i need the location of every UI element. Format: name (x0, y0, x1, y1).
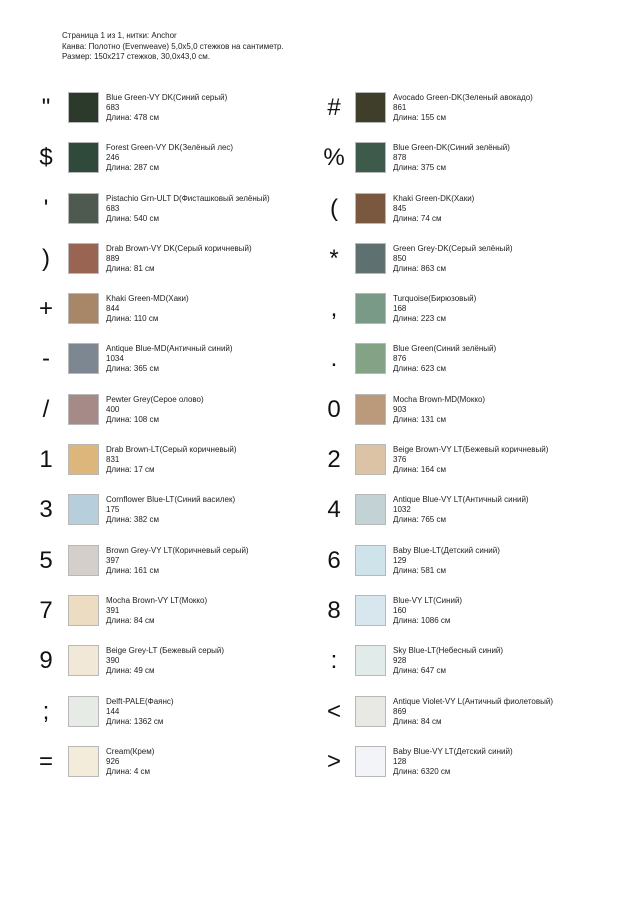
thread-name: Forest Green-VY DK(Зелёный лес) (106, 143, 234, 153)
thread-symbol: / (42, 395, 50, 423)
thread-length: Длина: 765 см (393, 515, 446, 525)
thread-name: Delft-PALE(Фаянс) (106, 696, 174, 706)
legend-row (0, 87, 636, 137)
thread-symbol: > (326, 747, 341, 775)
legend-row (0, 439, 636, 489)
thread-legend (0, 87, 636, 791)
thread-entry (318, 640, 636, 690)
thread-symbol: ( (330, 194, 338, 222)
thread-entry (0, 640, 318, 690)
color-swatch (68, 645, 99, 676)
header-page-info: Страница 1 из 1, нитки: Anchor (62, 31, 177, 40)
thread-info (106, 546, 249, 576)
thread-name: Antique Violet-VY L(Античный фиолетовый) (393, 696, 553, 706)
thread-entry (0, 691, 318, 741)
thread-entry (318, 338, 636, 388)
thread-entry (318, 238, 636, 288)
legend-row (0, 389, 636, 439)
thread-info (393, 395, 485, 425)
color-swatch (68, 193, 99, 224)
thread-length: Длина: 17 см (106, 465, 155, 475)
thread-name: Avocado Green-DK(Зеленый авокадо) (393, 93, 533, 102)
thread-info (393, 93, 533, 123)
thread-entry (318, 540, 636, 590)
thread-symbol: 7 (39, 596, 53, 624)
color-swatch (355, 293, 386, 324)
thread-length: Длина: 623 см (393, 364, 446, 374)
thread-symbol: 4 (327, 496, 341, 524)
thread-length: Длина: 365 см (106, 364, 159, 374)
color-swatch (355, 343, 386, 374)
color-swatch (355, 595, 386, 626)
color-swatch (355, 142, 386, 173)
thread-name: Blue Green-VY DK(Синий серый) (106, 93, 228, 102)
thread-symbol: # (327, 94, 341, 121)
thread-name: Beige Grey-LT (Бежевый серый) (106, 646, 225, 656)
thread-length: Длина: 287 см (106, 163, 159, 173)
thread-entry (0, 389, 318, 439)
thread-code: 889 (106, 253, 120, 263)
thread-entry (318, 691, 636, 741)
thread-symbol: * (329, 244, 339, 272)
thread-length: Длина: 863 см (393, 263, 446, 273)
thread-code: 1032 (393, 505, 411, 515)
thread-symbol: 3 (39, 496, 53, 524)
thread-name: Mocha Brown-VY LT(Мокко) (106, 595, 208, 605)
thread-entry (318, 288, 636, 338)
thread-info (106, 194, 270, 224)
thread-info (393, 546, 500, 576)
thread-info (106, 747, 154, 777)
thread-code: 128 (393, 756, 407, 766)
thread-info (106, 495, 235, 525)
thread-code: 845 (393, 203, 407, 213)
color-swatch (68, 394, 99, 425)
thread-symbol: ) (42, 244, 50, 272)
thread-code: 876 (393, 354, 407, 364)
thread-length: Длина: 110 см (106, 314, 159, 324)
thread-entry (318, 87, 636, 137)
color-swatch (355, 444, 386, 475)
thread-info (106, 143, 233, 173)
thread-info (106, 596, 207, 626)
thread-symbol: 0 (327, 395, 341, 423)
legend-row (0, 288, 636, 338)
thread-info (393, 194, 474, 224)
color-swatch (355, 746, 386, 777)
thread-entry (0, 87, 318, 137)
thread-entry (0, 439, 318, 489)
color-swatch (355, 394, 386, 425)
thread-code: 869 (393, 706, 407, 716)
legend-row (0, 741, 636, 791)
thread-symbol: 8 (327, 596, 341, 624)
thread-symbol: : (330, 647, 338, 675)
thread-entry (0, 741, 318, 791)
thread-length: Длина: 1086 см (393, 615, 451, 625)
thread-name: Cornflower Blue-LT(Синий василек) (106, 495, 236, 505)
thread-code: 683 (106, 203, 120, 213)
thread-length: Длина: 6320 см (393, 766, 451, 776)
thread-length: Длина: 49 см (106, 666, 155, 676)
thread-length: Длина: 382 см (106, 515, 159, 525)
thread-name: Pistachio Grn-ULT D(Фисташковый зелёный) (106, 193, 270, 203)
legend-row (0, 540, 636, 590)
thread-entry (0, 288, 318, 338)
thread-length: Длина: 647 см (393, 666, 446, 676)
thread-length: Длина: 540 см (106, 213, 159, 223)
thread-length: Длина: 74 см (393, 213, 442, 223)
thread-symbol: < (326, 697, 341, 725)
thread-length: Длина: 4 см (106, 766, 151, 776)
legend-row (0, 338, 636, 388)
thread-symbol: 2 (327, 446, 341, 474)
thread-code: 878 (393, 153, 407, 163)
color-swatch (68, 343, 99, 374)
thread-code: 928 (393, 656, 407, 666)
thread-code: 160 (393, 605, 407, 615)
color-swatch (68, 142, 99, 173)
thread-name: Blue Green-DK(Синий зелёный) (393, 143, 510, 153)
thread-name: Sky Blue-LT(Небесный синий) (393, 646, 504, 656)
thread-name: Baby Blue-VY LT(Детский синий) (393, 746, 513, 756)
thread-code: 168 (393, 304, 407, 314)
thread-name: Baby Blue-LT(Детский синий) (393, 545, 500, 555)
color-swatch (68, 545, 99, 576)
thread-name: Green Grey-DK(Серый зелёный) (393, 243, 513, 253)
thread-length: Длина: 84 см (393, 716, 442, 726)
thread-symbol: $ (39, 144, 53, 172)
thread-name: Cream(Крем) (106, 746, 155, 756)
thread-info (393, 697, 553, 727)
thread-name: Antique Blue-VY LT(Античный синий) (393, 495, 529, 505)
thread-entry (318, 590, 636, 640)
thread-entry (0, 238, 318, 288)
thread-length: Длина: 155 см (393, 113, 446, 122)
thread-name: Drab Brown-VY DK(Серый коричневый) (106, 243, 252, 253)
thread-entry (0, 489, 318, 539)
thread-info (393, 596, 462, 626)
thread-name: Drab Brown-LT(Серый коричневый) (106, 445, 237, 455)
thread-entry (0, 590, 318, 640)
color-swatch (68, 92, 99, 123)
color-swatch (68, 494, 99, 525)
thread-entry (0, 338, 318, 388)
thread-entry (0, 188, 318, 238)
header-canvas-info: Канва: Полотно (Evenweave) 5,0x5,0 стежков на сантиметр. (62, 41, 284, 51)
thread-entry (318, 741, 636, 791)
thread-code: 376 (393, 455, 407, 465)
thread-symbol: % (323, 144, 345, 172)
legend-row (0, 640, 636, 690)
color-swatch (68, 696, 99, 727)
thread-name: Khaki Green-MD(Хаки) (106, 294, 189, 304)
color-swatch (355, 494, 386, 525)
thread-code: 926 (106, 756, 120, 766)
thread-name: Mocha Brown-MD(Мокко) (393, 394, 486, 404)
thread-symbol: , (330, 295, 338, 323)
thread-info (106, 344, 233, 374)
thread-info (106, 697, 174, 727)
thread-length: Длина: 478 см (106, 113, 159, 122)
thread-code: 391 (106, 605, 120, 615)
thread-length: Длина: 81 см (106, 263, 155, 273)
thread-code: 861 (393, 103, 407, 112)
color-swatch (68, 243, 99, 274)
thread-code: 400 (106, 404, 120, 414)
thread-symbol: - (42, 345, 50, 373)
thread-symbol: ' (43, 194, 49, 222)
thread-length: Длина: 1362 см (106, 716, 164, 726)
thread-code: 844 (106, 304, 120, 314)
thread-code: 683 (106, 103, 120, 112)
thread-entry (0, 137, 318, 187)
color-swatch (355, 193, 386, 224)
thread-entry (0, 540, 318, 590)
thread-code: 246 (106, 153, 120, 163)
thread-symbol: + (38, 295, 53, 323)
thread-symbol: ; (42, 697, 50, 725)
color-swatch (68, 746, 99, 777)
thread-entry (318, 188, 636, 238)
thread-info (106, 93, 227, 123)
header-size-info: Размер: 150x217 стежков, 30,0x43,0 см. (62, 52, 210, 61)
thread-info (106, 244, 252, 274)
thread-code: 175 (106, 505, 120, 515)
thread-info (106, 395, 204, 425)
thread-length: Длина: 84 см (106, 615, 155, 625)
thread-length: Длина: 581 см (393, 565, 446, 575)
thread-name: Blue Green(Синий зелёный) (393, 344, 497, 354)
thread-name: Pewter Grey(Серое олово) (106, 394, 204, 404)
thread-symbol: 5 (39, 546, 53, 574)
thread-name: Khaki Green-DK(Хаки) (393, 193, 475, 203)
page-header (62, 31, 284, 63)
thread-info (106, 646, 224, 676)
thread-name: Turquoise(Бирюзовый) (393, 294, 477, 304)
thread-code: 850 (393, 253, 407, 263)
thread-info (393, 143, 510, 173)
thread-length: Длина: 161 см (106, 565, 159, 575)
thread-entry (318, 489, 636, 539)
color-swatch (355, 696, 386, 727)
thread-symbol: = (38, 747, 53, 775)
legend-row (0, 137, 636, 187)
legend-row (0, 590, 636, 640)
thread-code: 903 (393, 404, 407, 414)
thread-code: 129 (393, 555, 407, 565)
thread-info (393, 747, 513, 777)
thread-info (106, 445, 237, 475)
thread-entry (318, 389, 636, 439)
thread-info (393, 294, 476, 324)
thread-name: Antique Blue-MD(Античный синий) (106, 344, 233, 354)
thread-code: 397 (106, 555, 120, 565)
thread-name: Blue-VY LT(Синий) (393, 595, 463, 605)
color-swatch (355, 92, 386, 123)
thread-entry (318, 439, 636, 489)
thread-code: 390 (106, 656, 120, 666)
thread-code: 1034 (106, 354, 124, 364)
color-swatch (68, 444, 99, 475)
color-swatch (355, 645, 386, 676)
thread-length: Длина: 108 см (106, 414, 159, 424)
thread-length: Длина: 223 см (393, 314, 446, 324)
color-swatch (68, 293, 99, 324)
thread-length: Длина: 164 см (393, 465, 446, 475)
thread-entry (318, 137, 636, 187)
legend-row (0, 691, 636, 741)
thread-symbol: " (41, 94, 51, 121)
thread-info (393, 495, 529, 525)
legend-row (0, 489, 636, 539)
legend-row (0, 188, 636, 238)
thread-code: 144 (106, 706, 120, 716)
color-swatch (68, 595, 99, 626)
thread-symbol: 9 (39, 647, 53, 675)
thread-length: Длина: 131 см (393, 414, 446, 424)
thread-symbol: 1 (39, 446, 53, 474)
thread-name: Brown Grey-VY LT(Коричневый серый) (106, 545, 249, 555)
color-swatch (355, 545, 386, 576)
thread-symbol: . (330, 345, 338, 373)
thread-info (106, 294, 189, 324)
color-swatch (355, 243, 386, 274)
thread-symbol: 6 (327, 546, 341, 574)
thread-info (393, 344, 496, 374)
legend-row (0, 238, 636, 288)
thread-info (393, 244, 513, 274)
thread-info (393, 646, 503, 676)
thread-name: Beige Brown-VY LT(Бежевый коричневый) (393, 445, 549, 455)
thread-info (393, 445, 548, 475)
thread-code: 831 (106, 455, 120, 465)
thread-length: Длина: 375 см (393, 163, 446, 173)
